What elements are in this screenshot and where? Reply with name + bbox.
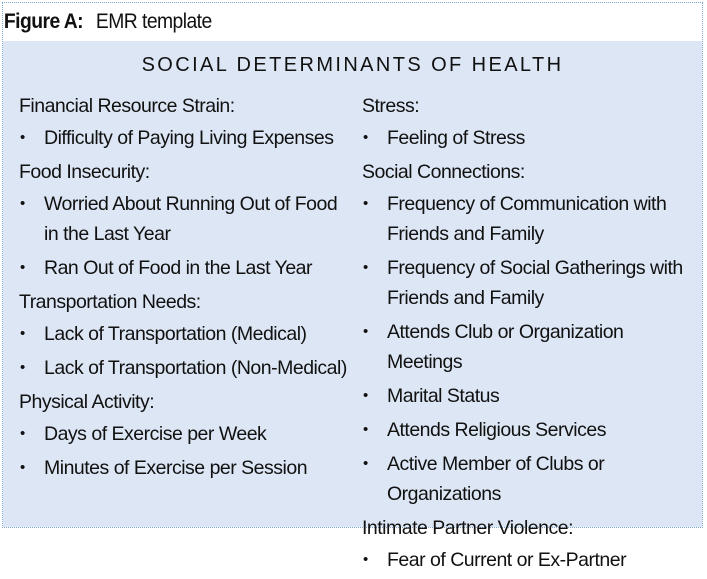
figure-label: Figure A: bbox=[3, 10, 84, 33]
list-item-text: Lack of Transportation (Non-Medical) bbox=[44, 357, 347, 379]
list-item-text: Ran Out of Food in the Last Year bbox=[44, 257, 313, 279]
section-heading: Physical Activity: bbox=[19, 391, 155, 413]
list-item-text: Lack of Transportation (Medical) bbox=[44, 323, 307, 345]
bullet-icon: • bbox=[363, 387, 368, 404]
list-item-text: Active Member of Clubs or Organizations bbox=[387, 453, 605, 505]
section-heading: Transportation Needs: bbox=[19, 291, 201, 313]
bullet-icon: • bbox=[20, 259, 25, 276]
bullet-icon: • bbox=[363, 323, 368, 340]
list-item-text: Minutes of Exercise per Session bbox=[44, 457, 308, 479]
bullet-icon: • bbox=[363, 259, 368, 276]
bullet-icon: • bbox=[363, 421, 368, 438]
bullet-icon: • bbox=[20, 459, 25, 476]
sdoh-panel bbox=[3, 41, 702, 571]
bullet-icon: • bbox=[20, 129, 25, 146]
list-item-text: Marital Status bbox=[387, 385, 500, 407]
panel-title: SOCIAL DETERMINANTS OF HEALTH bbox=[141, 54, 564, 76]
list-item-text: Days of Exercise per Week bbox=[44, 423, 267, 445]
list-item bbox=[19, 253, 349, 283]
list-item bbox=[19, 123, 349, 153]
bullet-icon: • bbox=[363, 129, 368, 146]
section-heading: Intimate Partner Violence: bbox=[362, 517, 574, 539]
list-item-text: Difficulty of Paying Living Expenses bbox=[44, 127, 334, 149]
bullet-icon: • bbox=[20, 195, 25, 212]
list-item-text: Frequency of Social Gatherings with Friends and Family bbox=[387, 257, 683, 309]
list-item-text: Attends Club or Organization Meetings bbox=[387, 321, 624, 373]
list-item bbox=[362, 189, 697, 249]
list-item bbox=[19, 453, 349, 483]
list-item bbox=[19, 189, 349, 249]
left-column bbox=[19, 91, 349, 487]
list-item bbox=[362, 317, 697, 377]
list-item-text: Frequency of Communication with Friends and Family bbox=[387, 193, 667, 245]
right-column bbox=[362, 91, 697, 579]
list-item bbox=[362, 381, 697, 411]
list-item bbox=[362, 545, 697, 575]
list-item bbox=[362, 123, 697, 153]
list-item bbox=[362, 415, 697, 445]
figure-frame bbox=[2, 2, 703, 571]
list-item-text: Feeling of Stress bbox=[387, 127, 525, 149]
section-heading: Social Connections: bbox=[362, 161, 525, 183]
list-item bbox=[362, 253, 697, 313]
list-item-text: Worried About Running Out of Food in the Last Year bbox=[44, 193, 338, 245]
section-heading: Food Insecurity: bbox=[19, 161, 150, 183]
figure-title: EMR template bbox=[95, 10, 212, 33]
list-item bbox=[19, 353, 349, 383]
bullet-icon: • bbox=[20, 325, 25, 342]
list-item-text: Attends Religious Services bbox=[387, 419, 606, 441]
bullet-icon: • bbox=[363, 455, 368, 472]
bullet-icon: • bbox=[20, 425, 25, 442]
list-item bbox=[362, 449, 697, 509]
section-heading: Stress: bbox=[362, 95, 420, 117]
bullet-icon: • bbox=[363, 195, 368, 212]
list-item bbox=[19, 319, 349, 349]
list-item bbox=[19, 419, 349, 449]
bullet-icon: • bbox=[363, 551, 368, 568]
bullet-icon: • bbox=[20, 359, 25, 376]
section-heading: Financial Resource Strain: bbox=[19, 95, 235, 117]
figure-header bbox=[3, 3, 647, 41]
list-item-text: Fear of Current or Ex-Partner bbox=[387, 549, 627, 571]
